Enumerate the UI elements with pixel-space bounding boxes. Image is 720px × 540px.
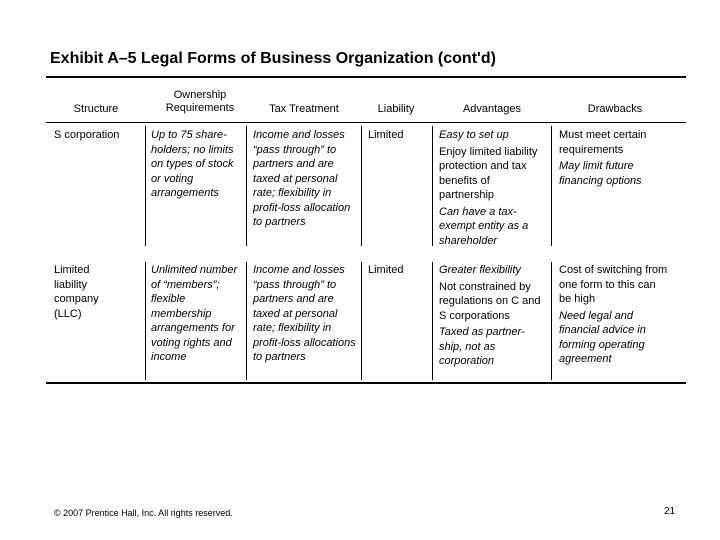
page-number: 21 [664, 506, 676, 517]
column-divider [551, 262, 552, 380]
exhibit-title: Exhibit A–5 Legal Forms of Business Organization (cont'd) [50, 50, 496, 67]
drawback-item: Must meet certain requirements [559, 129, 647, 156]
cell-structure: S corporation [54, 129, 120, 141]
copyright-footer: © 2007 Prentice Hall, Inc. All rights reserved. [54, 508, 233, 518]
advantage-item: Not constrained by regulations on C and S corporations [439, 280, 541, 322]
top-rule [46, 76, 686, 78]
cell-advantages [439, 128, 545, 250]
header-structure: Structure [73, 103, 119, 115]
advantage-item: Enjoy limited liability protection and tax benefits of partnership [439, 145, 538, 201]
header-advantages: Advantages [462, 103, 522, 115]
drawback-item: Cost of switching from one form to this can be high [559, 264, 668, 305]
cell-drawbacks [559, 128, 669, 190]
column-divider [361, 126, 362, 246]
cell-ownership: Up to 75 share-holders; no limits on types of stock or voting arrangements [151, 129, 234, 199]
header-tax: Tax Treatment [269, 103, 339, 115]
cell-structure: Limited liability company (LLC) [54, 264, 99, 320]
column-divider [432, 262, 433, 380]
cell-tax: Income and losses “pass through” to partners and are taxed at personal rate; flexibility in profit-loss allocation to partners [253, 129, 351, 228]
cell-liability: Limited [368, 129, 404, 141]
drawback-item: Need legal and financial advice in forming operating agreement [559, 309, 646, 365]
column-divider [246, 262, 247, 380]
cell-drawbacks [559, 263, 669, 369]
advantage-item: Easy to set up [439, 129, 509, 141]
column-divider [145, 126, 146, 246]
advantage-item: Can have a tax-exempt entity as a shareholder [439, 205, 529, 247]
header-ownership: Ownership Requirements [165, 89, 235, 114]
advantage-item: Taxed as partner-ship, not as corporation [439, 326, 525, 367]
cell-advantages [439, 263, 545, 371]
header-rule [46, 122, 686, 123]
column-divider [145, 262, 146, 380]
header-drawbacks: Drawbacks [587, 103, 643, 115]
cell-tax: Income and losses “pass through” to partners and are taxed at personal rate; flexibility in profit-loss allocations to partners [253, 264, 356, 363]
column-divider [432, 126, 433, 246]
column-divider [361, 262, 362, 380]
bottom-rule [46, 382, 686, 384]
header-liability: Liability [377, 103, 415, 115]
drawback-item: May limit future financing options [559, 160, 642, 187]
advantage-item: Greater flexibility [439, 264, 521, 276]
column-divider [551, 126, 552, 246]
cell-liability: Limited [368, 264, 404, 276]
cell-ownership: Unlimited number of “members”; flexible membership arrangements for voting rights and income [151, 264, 238, 363]
column-divider [246, 126, 247, 246]
